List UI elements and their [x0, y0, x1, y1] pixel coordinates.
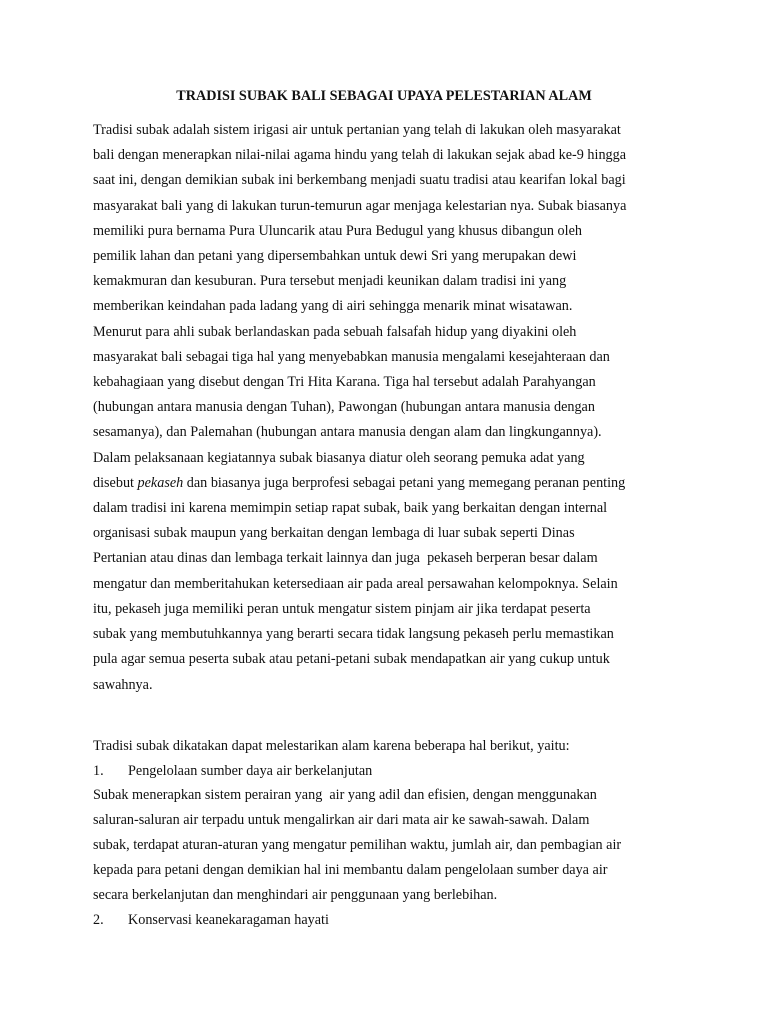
list-item-number: 1.: [93, 763, 104, 779]
paragraph-line-pekaseh: [93, 473, 625, 493]
paragraph-line: Pertanian atau dinas dan lembaga terkait lainnya dan juga pekaseh berperan besar dalam: [93, 550, 598, 566]
list-item-2: [93, 910, 329, 930]
paragraph-line: (hubungan antara manusia dengan Tuhan), Pawongan (hubungan antara manusia dengan: [93, 399, 595, 415]
paragraph-line: secara berkelanjutan dan menghindari air penggunaan yang berlebihan.: [93, 887, 498, 903]
paragraph-line: Dalam pelaksanaan kegiatannya subak biasanya diatur oleh seorang pemuka adat yang: [93, 450, 585, 466]
list-item-number: 2.: [93, 912, 104, 928]
paragraph-line: masyarakat bali yang di lakukan turun-temurun agar menjaga kelestarian nya. Subak biasanya: [93, 198, 627, 214]
paragraph-line: kebahagiaan yang disebut dengan Tri Hita Karana. Tiga hal tersebut adalah Parahyangan: [93, 374, 596, 390]
paragraph-line: pemilik lahan dan petani yang dipersembahkan untuk dewi Sri yang merupakan dewi: [93, 248, 577, 264]
paragraph-line: mengatur dan memberitahukan ketersediaan air pada areal persawahan kelompoknya. Selain: [93, 576, 618, 592]
paragraph-line: kepada para petani dengan demikian hal ini membantu dalam pengelolaan sumber daya air: [93, 862, 608, 878]
paragraph-line: Menurut para ahli subak berlandaskan pada sebuah falsafah hidup yang diyakini oleh: [93, 324, 577, 340]
list-intro: Tradisi subak dikatakan dapat melestarikan alam karena beberapa hal berikut, yaitu:: [93, 738, 570, 754]
pekaseh-line-after: dan biasanya juga berprofesi sebagai petani yang memegang peranan penting: [183, 475, 626, 491]
paragraph-line: masyarakat bali sebagai tiga hal yang menyebabkan manusia mengalami kesejahteraan dan: [93, 349, 610, 365]
paragraph-line: pula agar semua peserta subak atau petani-petani subak mendapatkan air yang cukup untuk: [93, 651, 610, 667]
document-title: TRADISI SUBAK BALI SEBAGAI UPAYA PELESTARIAN ALAM: [176, 88, 592, 104]
paragraph-line: sawahnya.: [93, 677, 153, 693]
paragraph-line: bali dengan menerapkan nilai-nilai agama hindu yang telah di lakukan sejak abad ke-9 hingga: [93, 147, 627, 163]
paragraph-line: sesamanya), dan Palemahan (hubungan antara manusia dengan alam dan lingkungannya).: [93, 424, 602, 440]
list-item-label: Konservasi keanekaragaman hayati: [128, 912, 329, 928]
paragraph-line: itu, pekaseh juga memiliki peran untuk mengatur sistem pinjam air jika terdapat peserta: [93, 601, 591, 617]
paragraph-line: kemakmuran dan kesuburan. Pura tersebut menjadi keunikan dalam tradisi ini yang: [93, 273, 567, 289]
paragraph-line: saluran-saluran air terpadu untuk mengalirkan air dari mata air ke sawah-sawah. Dalam: [93, 812, 590, 828]
paragraph-line: organisasi subak maupun yang berkaitan dengan lembaga di luar subak seperti Dinas: [93, 525, 575, 541]
pekaseh-line-before: disebut: [93, 475, 138, 491]
list-item-1: [93, 761, 372, 781]
paragraph-line: memiliki pura bernama Pura Uluncarik atau Pura Bedugul yang khusus dibangun oleh: [93, 223, 582, 239]
paragraph-line: Subak menerapkan sistem perairan yang air yang adil dan efisien, dengan menggunakan: [93, 787, 597, 803]
paragraph-line: subak, terdapat aturan-aturan yang mengatur pemilihan waktu, jumlah air, dan pembagian air: [93, 837, 622, 853]
paragraph-line: Tradisi subak adalah sistem irigasi air untuk pertanian yang telah di lakukan oleh masyarakat: [93, 122, 621, 138]
paragraph-line: memberikan keindahan pada ladang yang di airi sehingga menarik minat wisatawan.: [93, 298, 573, 314]
list-item-label: Pengelolaan sumber daya air berkelanjutan: [128, 763, 373, 779]
paragraph-line: saat ini, dengan demikian subak ini berkembang menjadi suatu tradisi atau kearifan lokal bagi: [93, 172, 626, 188]
paragraph-line: dalam tradisi ini karena memimpin setiap rapat subak, baik yang berkaitan dengan internal: [93, 500, 608, 516]
paragraph-line: subak yang membutuhkannya yang berarti secara tidak langsung pekaseh perlu memastikan: [93, 626, 614, 642]
pekaseh-term: pekaseh: [137, 475, 184, 491]
